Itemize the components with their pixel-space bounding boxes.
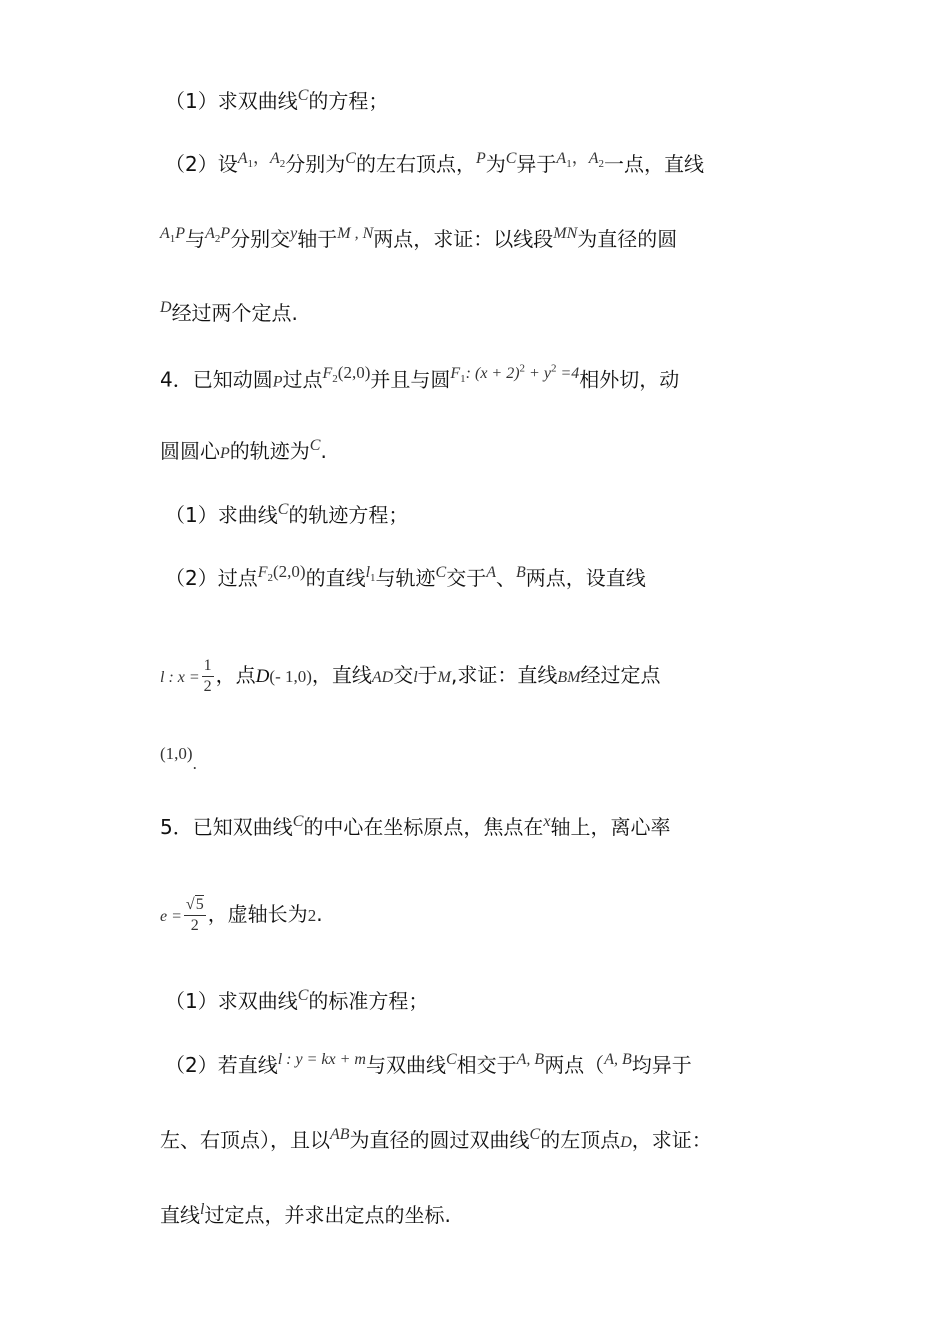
math-C: C: [529, 1126, 541, 1143]
text: 并且与圆: [370, 367, 451, 392]
math-l: l: [200, 1201, 205, 1218]
text: 两点，求证：以线段: [373, 227, 554, 251]
text: 的轨迹为: [229, 439, 310, 463]
text: 左、右顶点），且以: [160, 1128, 330, 1152]
text: 分别为: [285, 152, 346, 176]
math-AB: A, B: [516, 1051, 545, 1068]
text: ,求证：直线: [451, 663, 558, 687]
text: 圆圆心: [160, 439, 220, 463]
text: 经过定点: [580, 663, 661, 687]
text: .: [192, 754, 197, 773]
math-C: C: [435, 564, 447, 581]
text: （2）设: [165, 152, 238, 176]
math-line-equation: l : y = kx + m: [277, 1051, 366, 1068]
text: ，求证：: [631, 1128, 712, 1152]
math-A: A: [486, 564, 496, 581]
text: 交于: [446, 566, 487, 590]
text: 于: [417, 663, 438, 687]
math-C: C: [505, 150, 517, 167]
math-MN: MN: [553, 225, 578, 242]
q5-part2-line3: [160, 1200, 451, 1233]
q3-part1: [165, 86, 388, 119]
q4-line2: [160, 436, 327, 469]
q4-line3: [160, 645, 660, 708]
math-two: 2: [307, 906, 317, 925]
text: （2）过点: [165, 566, 258, 590]
text: 轴于: [297, 227, 338, 251]
text: 、: [496, 566, 516, 590]
math-point: (1,0): [160, 744, 193, 763]
math-F2: F2: [322, 365, 338, 386]
text: （1）求双曲线: [165, 89, 298, 113]
q4-part2-line1: [165, 563, 646, 601]
math-A1: A1，A2: [237, 148, 286, 171]
math-AD: AD: [371, 669, 394, 686]
q5-line1: [160, 812, 671, 845]
text: 为: [485, 152, 506, 176]
math-P: P: [272, 373, 283, 391]
math-M: M: [437, 669, 451, 686]
math-C: C: [445, 1051, 457, 1068]
math-F2: F2: [257, 564, 274, 585]
text: 为直径的圆: [577, 227, 678, 251]
text: 的直线: [305, 566, 366, 590]
math-F1-equation: F1: (x + 2)2 + y2 =4: [450, 363, 580, 386]
math-P: P: [475, 150, 486, 167]
math-D: D: [620, 1134, 632, 1151]
text: 两点，设直线: [525, 566, 646, 590]
math-A2P: A2P: [205, 225, 231, 246]
fraction-one-half: $\frac{1}{2}$: [203, 657, 212, 695]
text: 与双曲线: [365, 1053, 446, 1077]
text: 异于: [516, 152, 557, 176]
math-C: C: [345, 150, 356, 167]
q3-line3: [160, 298, 298, 331]
text: 过点: [282, 367, 323, 392]
math-P: P: [220, 445, 230, 462]
text: 两点（: [544, 1053, 605, 1077]
q3-part2-line2: [160, 224, 677, 262]
math-B: B: [516, 564, 526, 581]
fraction-root5-over-2: $\frac{√5}{2}$: [185, 896, 204, 934]
text: ，点: [215, 663, 256, 687]
text: 为直径的圆过双曲线: [349, 1128, 530, 1152]
text: （1）求双曲线: [165, 989, 298, 1013]
math-point: (2,0): [337, 363, 371, 383]
text: 直线: [160, 1203, 200, 1227]
text: （2）若直线: [165, 1053, 278, 1077]
text: 轴上，离心率: [550, 815, 671, 839]
math-AB: A, B: [604, 1051, 632, 1068]
math-C: C: [297, 87, 309, 104]
text: 的轨迹方程；: [288, 503, 409, 527]
math-MN: M , N: [337, 225, 374, 242]
text: 交: [393, 663, 414, 687]
text: 相交于: [456, 1053, 517, 1077]
math-line-l: l : x =: [160, 669, 200, 686]
math-D: D: [255, 666, 270, 687]
q5-part1: [165, 986, 428, 1019]
math-e: e =: [160, 908, 182, 925]
math-C: C: [309, 437, 321, 454]
math-l: l: [413, 669, 418, 686]
text: 的中心在坐标原点，焦点在: [303, 815, 544, 839]
text: 的方程；: [308, 89, 389, 113]
text: 的左右顶点，: [355, 152, 476, 176]
text: .: [316, 902, 323, 926]
text: 分别交: [230, 227, 291, 251]
q4-line4: [160, 737, 197, 773]
text: 与轨迹: [375, 566, 436, 590]
math-A1A2: A1，A2: [556, 148, 604, 171]
text: 一点，直线: [603, 152, 704, 176]
text: 相外切，动: [579, 367, 680, 392]
text: 均异于: [631, 1053, 692, 1077]
q5-line2: [160, 884, 323, 947]
math-C: C: [297, 987, 309, 1004]
math-C: C: [292, 813, 304, 830]
math-C: C: [277, 501, 289, 518]
text: ，虚轴长为: [207, 902, 308, 926]
text: .: [320, 439, 327, 463]
math-y: y: [290, 225, 298, 242]
math-A1P: A1P: [160, 225, 186, 246]
question-number: 4．已知动圆: [160, 367, 273, 392]
text: 过定点，并求出定点的坐标.: [204, 1203, 451, 1227]
q4-part1: [165, 500, 408, 533]
q5-part2-line2: [160, 1125, 712, 1158]
math-AB: AB: [330, 1126, 350, 1143]
math-l1: l1: [365, 564, 376, 585]
text: 的标准方程；: [308, 989, 429, 1013]
question-number: 5．已知双曲线: [160, 815, 293, 839]
text: 的左顶点: [540, 1128, 621, 1152]
math-point: (2,0): [273, 562, 306, 581]
q3-part2-line1: [165, 149, 704, 187]
q5-part2-line1: [165, 1050, 692, 1083]
math-D: D: [160, 299, 172, 316]
text: （1）求曲线: [165, 503, 278, 527]
math-point: (- 1,0): [269, 667, 312, 686]
text: 与: [185, 227, 206, 251]
text: 经过两个定点.: [171, 301, 298, 325]
text: ，直线: [311, 663, 372, 687]
math-BM: BM: [557, 669, 581, 686]
math-x: x: [543, 813, 551, 830]
q4-line1: [160, 362, 679, 403]
